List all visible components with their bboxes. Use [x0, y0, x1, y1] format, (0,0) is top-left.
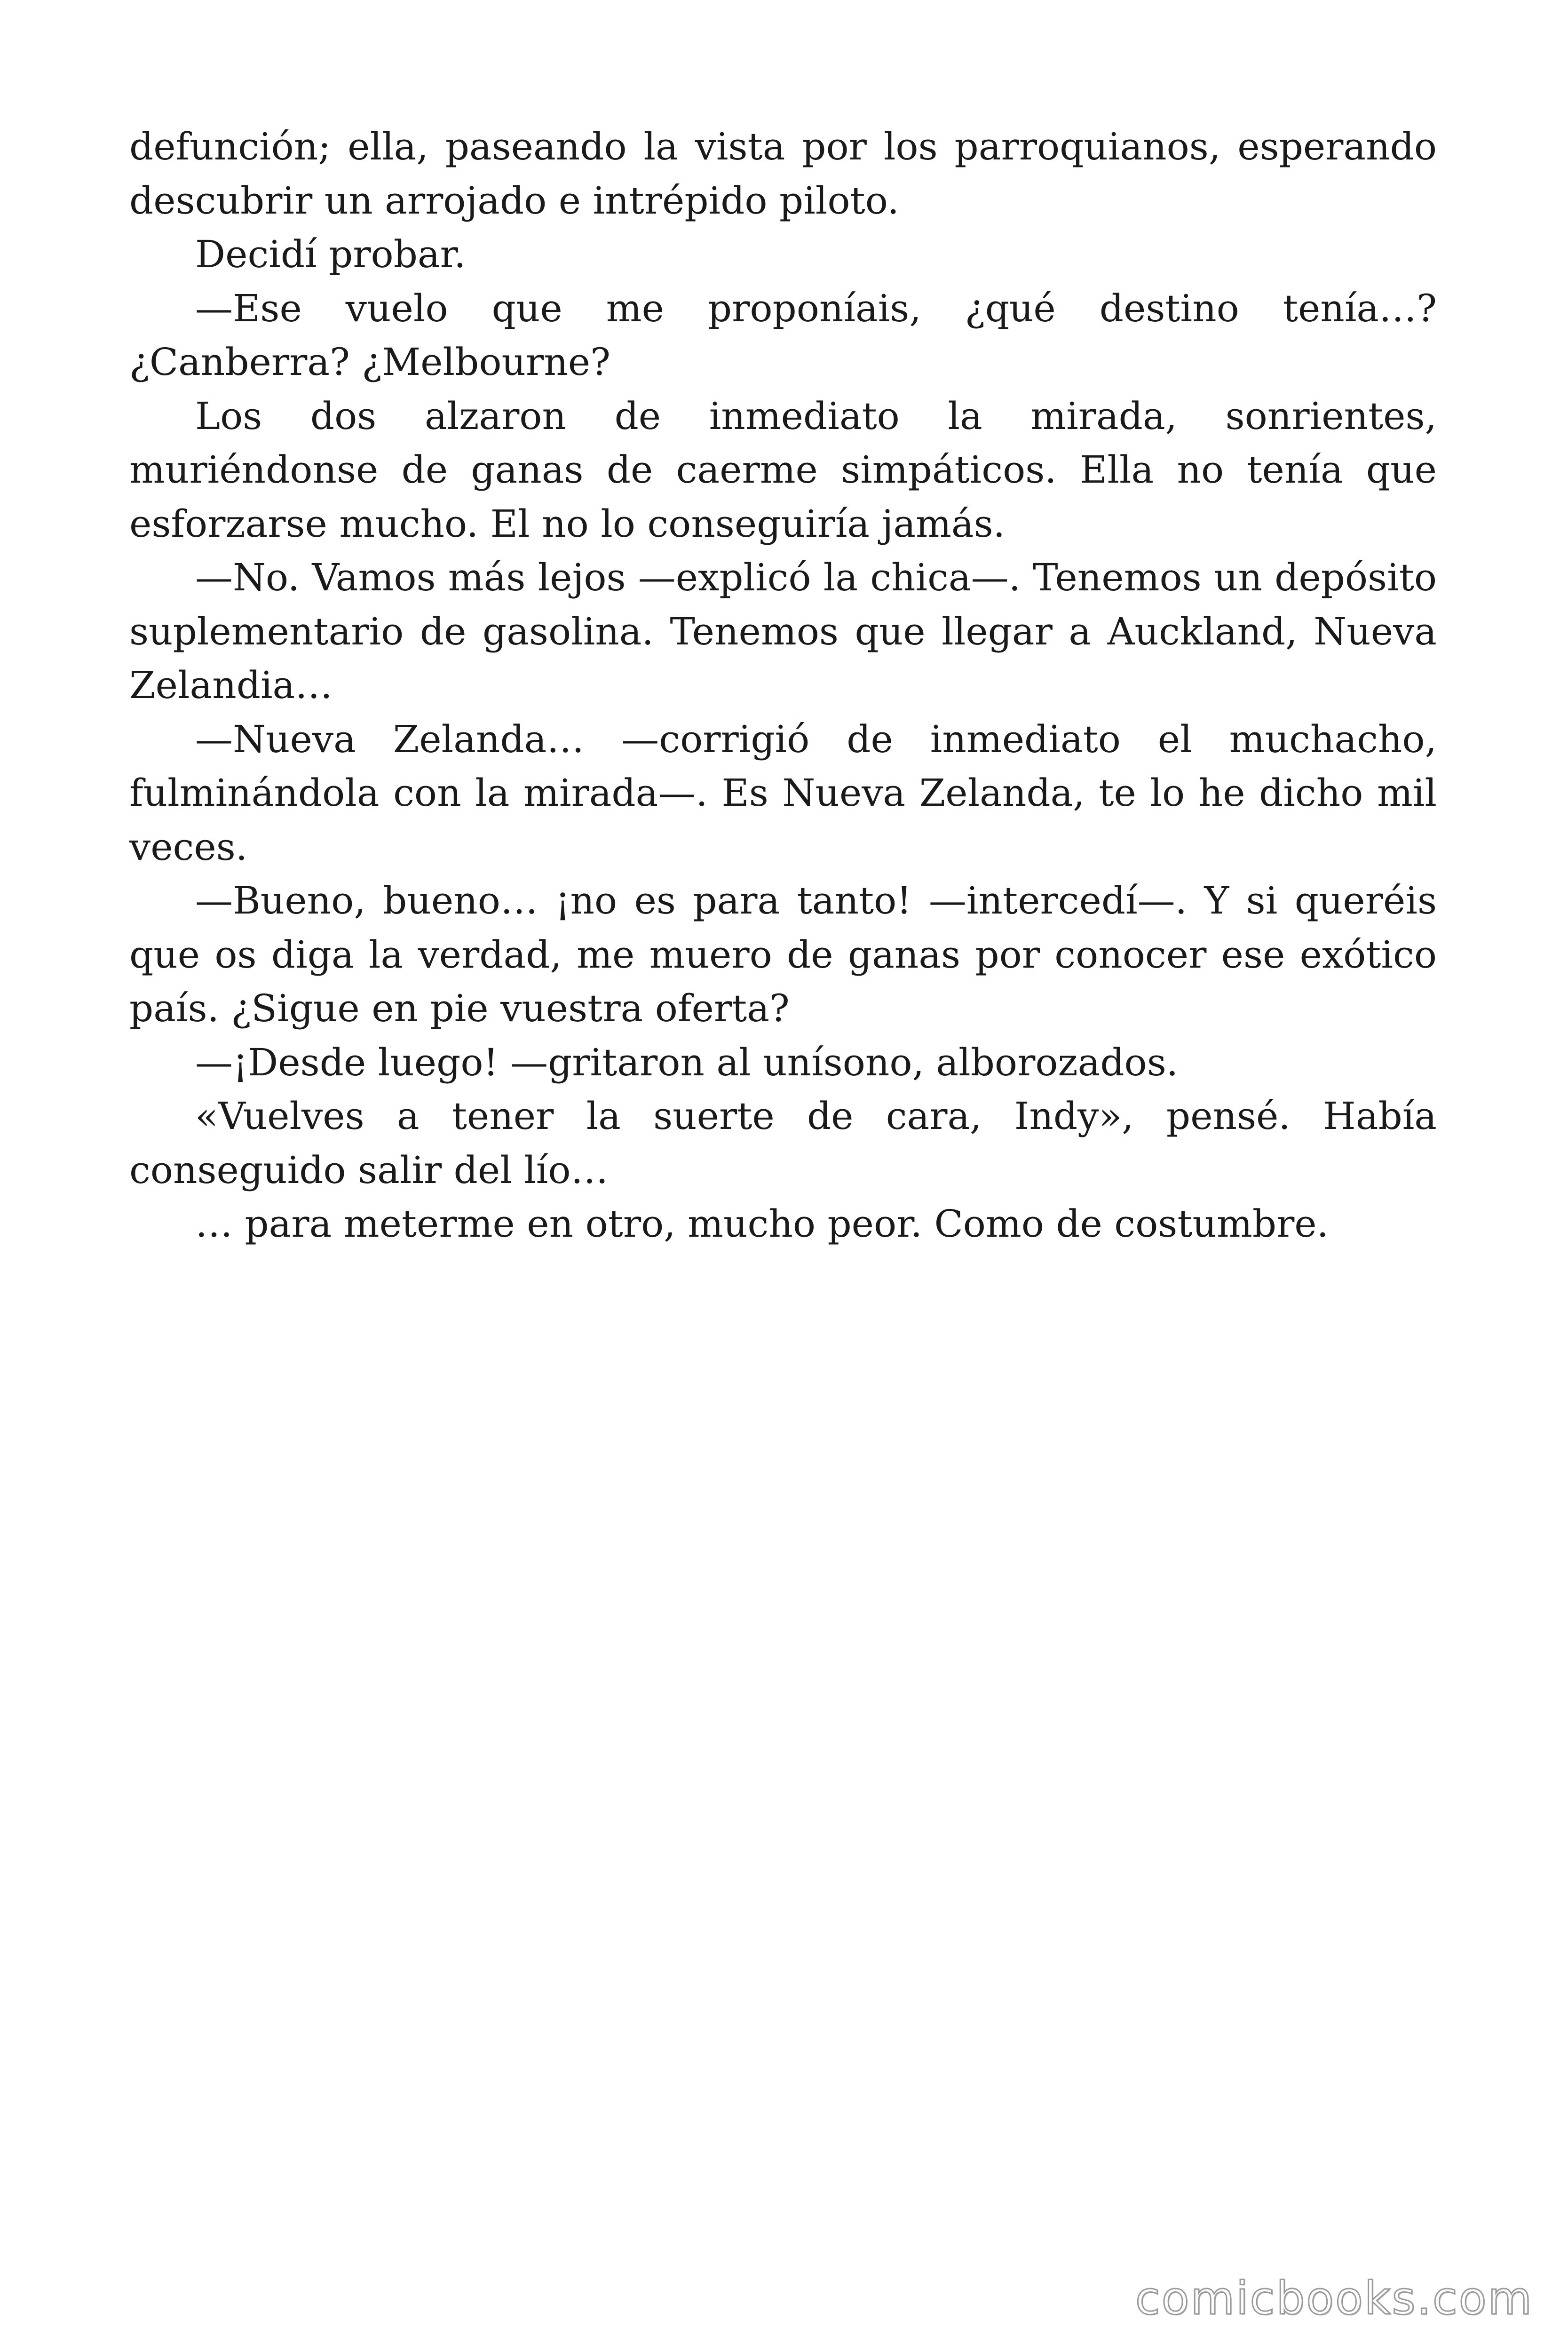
- paragraph-dialogue: —Bueno, bueno… ¡no es para tanto! —intercedí—. Y si queréis que os diga la verdad, me muero de ganas por conocer ese exótico país. ¿Sigue en pie vuestra oferta?: [129, 879, 1437, 1030]
- paragraph: Los dos alzaron de inmediato la mirada, sonrientes, muriéndonse de ganas de caerme simpáticos. Ella no tenía que esforzarse mucho. El no lo conseguiría jamás.: [129, 394, 1437, 546]
- page-text-body: [129, 120, 1437, 1251]
- paragraph-dialogue: —Nueva Zelanda… —corrigió de inmediato el muchacho, fulminándola con la mirada—. Es Nueva Zelanda, te lo he dicho mil veces.: [129, 717, 1437, 869]
- paragraph-continuation: defunción; ella, paseando la vista por los parroquianos, esperando descubrir un arrojado e intrépido piloto.: [129, 125, 1437, 222]
- paragraph: Decidí probar.: [195, 232, 466, 276]
- watermark-logo: comicbooks.com: [1135, 2272, 1533, 2325]
- paragraph-dialogue: —No. Vamos más lejos —explicó la chica—. Tenemos un depósito suplementario de gasolina. Tenemos que llegar a Auckland, Nueva Zelandia…: [129, 556, 1437, 707]
- paragraph-dialogue: —¡Desde luego! —gritaron al unísono, alborozados.: [195, 1040, 1179, 1084]
- paragraph-dialogue: —Ese vuelo que me proponíais, ¿qué destino tenía…? ¿Canberra? ¿Melbourne?: [129, 286, 1437, 384]
- paragraph: «Vuelves a tener la suerte de cara, Indy», pensé. Había conseguido salir del lío…: [129, 1094, 1437, 1192]
- paragraph-closing: … para meterme en otro, mucho peor. Como de costumbre.: [195, 1202, 1329, 1246]
